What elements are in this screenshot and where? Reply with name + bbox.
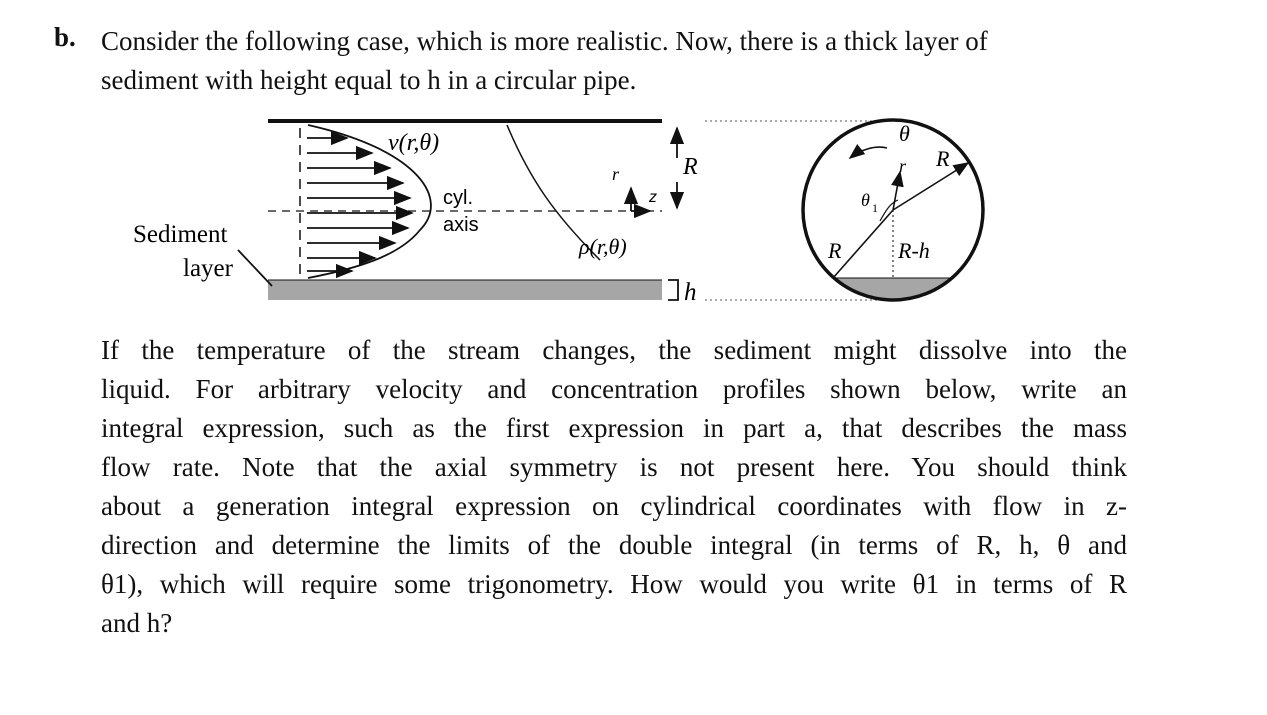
theta-arc-arrow bbox=[850, 147, 887, 158]
theta-label: θ bbox=[899, 121, 910, 146]
body-paragraph bbox=[101, 331, 1127, 643]
h-label: h bbox=[684, 279, 697, 306]
velocity-label: v(r,θ) bbox=[388, 130, 440, 156]
intro-line-1: Consider the following case, which is more realistic. Now, there is a thick layer of bbox=[101, 26, 988, 56]
R-label: R bbox=[683, 154, 698, 180]
pipe-figure bbox=[0, 0, 1267, 330]
body-line-5: about a generation integral expression on cylindrical coordinates with flow in z- bbox=[101, 491, 1127, 521]
body-line-2: liquid. For arbitrary velocity and concentration profiles shown below, write an bbox=[101, 374, 1127, 404]
body-line-3: integral expression, such as the first expression in part a, that describes the mass bbox=[101, 413, 1127, 443]
rho-label: ρ(r,θ) bbox=[579, 234, 627, 259]
cross-section-sediment bbox=[800, 278, 990, 318]
intro-line-2: sediment with height equal to h in a circular pipe. bbox=[101, 65, 637, 95]
layer-label: layer bbox=[183, 255, 233, 282]
r-label: r bbox=[612, 164, 620, 184]
body-line-6: direction and determine the limits of the double integral (in terms of R, h, θ and bbox=[101, 530, 1127, 560]
circle-R-radius-line bbox=[833, 210, 893, 278]
h-bracket bbox=[668, 280, 678, 300]
body-line-4: flow rate. Note that the axial symmetry is not present here. You should think bbox=[101, 452, 1127, 482]
sediment-layer bbox=[268, 280, 662, 300]
cyl-label: cyl. bbox=[443, 187, 473, 209]
z-label: z bbox=[649, 189, 657, 206]
body-line-8: and h? bbox=[101, 608, 173, 638]
theta1-subscript: 1 bbox=[872, 201, 878, 215]
axis-label: axis bbox=[443, 214, 479, 236]
circle-R-label: R bbox=[936, 146, 950, 171]
R-minus-h-label: R-h bbox=[898, 238, 930, 263]
sediment-pointer-line bbox=[238, 250, 272, 286]
part-label: b. bbox=[54, 22, 76, 52]
theta1-label: θ bbox=[861, 190, 870, 210]
body-line-1: If the temperature of the stream changes, the sediment might dissolve into the bbox=[101, 335, 1127, 365]
circle-r-label: r bbox=[899, 156, 907, 176]
sediment-label: Sediment bbox=[133, 221, 228, 248]
body-line-7: θ1), which will require some trigonometry. How would you write θ1 in terms of R bbox=[101, 569, 1127, 599]
circle-R2-label: R bbox=[828, 238, 842, 263]
theta1-arc bbox=[880, 200, 898, 221]
circle-r-arrow bbox=[893, 172, 900, 210]
